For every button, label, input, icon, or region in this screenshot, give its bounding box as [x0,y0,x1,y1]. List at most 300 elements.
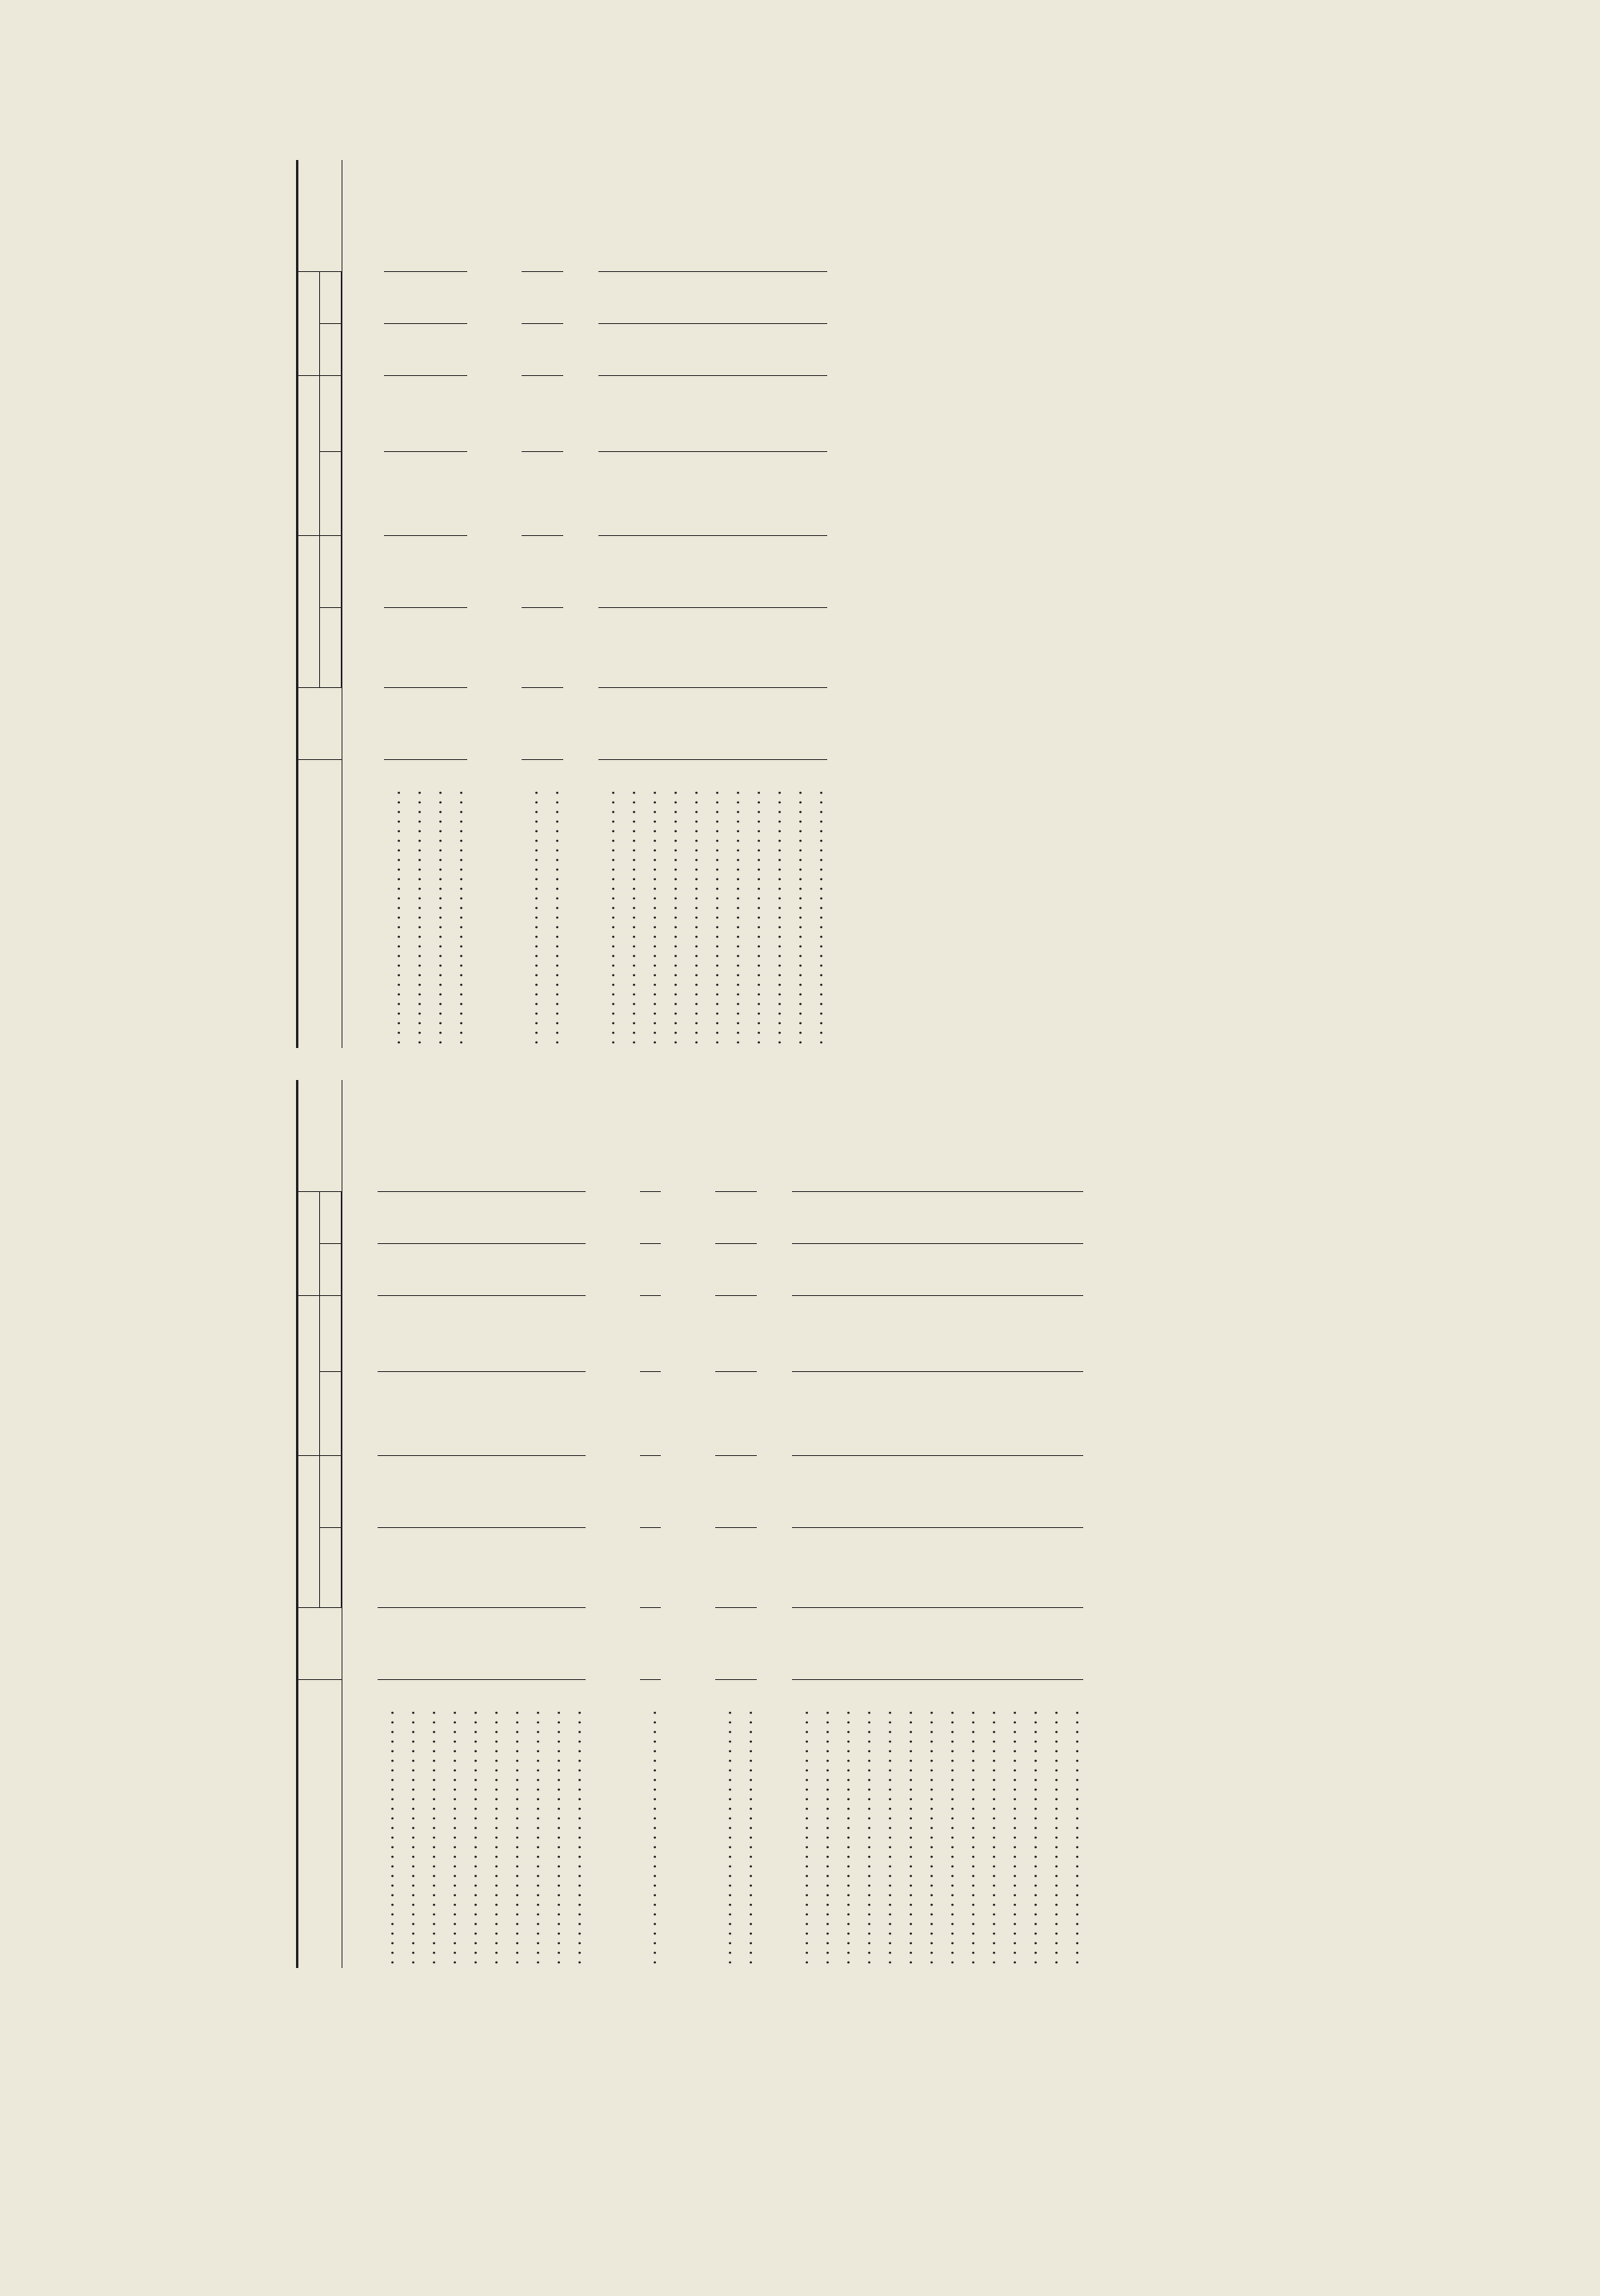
seehoehe-cell [378,1608,398,1680]
col-andauer [298,272,320,376]
seehoehe-cell [1062,1608,1083,1680]
beginn-5-cell [640,608,661,688]
col-seehoehe [298,1608,342,1680]
mittel-cell [715,1080,736,1192]
andauer-10-cell [723,272,744,324]
spacer-row [467,160,480,1048]
beginn-5-cell [619,608,640,688]
seehoehe-cell [813,1608,834,1680]
andauer-5-cell [523,1244,544,1296]
andauer-5-cell [419,1244,440,1296]
seehoehe-cell [979,1608,1000,1680]
seehoehe-cell [502,1608,523,1680]
seehoehe-cell [786,688,806,760]
andauer-5-cell [384,324,405,376]
station-name [979,1680,1000,1968]
ende-5-cell [896,1296,917,1372]
col-mittel [298,1080,342,1192]
andauer-5-cell [440,1244,461,1296]
ende-10-cell [702,452,723,536]
andauer-5-cell [792,1244,813,1296]
mittel-cell [1000,1080,1021,1192]
section-heading-row [598,1080,619,1968]
station-name [522,760,542,1048]
mittel-cell [875,1080,896,1192]
ende-10-cell [938,1372,958,1456]
beginn-10-cell [502,1456,523,1528]
andauer-5-cell [979,1244,1000,1296]
section-heading [563,160,598,1048]
andauer-5-cell [544,1244,565,1296]
table-row [682,160,702,1048]
col-beginn-10 [320,1456,342,1528]
col-ende-10 [320,452,342,536]
beginn-10-cell [565,1456,586,1528]
ende-5-cell [786,376,806,452]
ende-5-cell [544,1296,565,1372]
mittel-cell [979,1080,1000,1192]
table-row [854,1080,875,1968]
ende-5-cell [979,1296,1000,1372]
beginn-5-cell [765,608,786,688]
beginn-5-cell [461,1528,482,1608]
col-beginn [298,1456,320,1608]
ende-5-cell [736,1296,757,1372]
station-name [1021,1680,1042,1968]
andauer-10-cell [958,1192,979,1244]
ende-5-cell [640,376,661,452]
ende-5-cell [565,1296,586,1372]
andauer-5-cell [426,324,446,376]
section-heading-row [619,1080,640,1968]
ende-5-cell [378,1296,398,1372]
mittel-cell [702,160,723,272]
ende-5-cell [834,1296,854,1372]
right-table [296,160,1360,1048]
seehoehe-cell [522,688,542,760]
table-row [544,1080,565,1968]
beginn-5-cell [378,1528,398,1608]
section-heading [363,160,384,1048]
station-name [426,760,446,1048]
ende-5-cell [917,1296,938,1372]
ende-10-cell [1000,1372,1021,1456]
andauer-5-cell [1000,1244,1021,1296]
andauer-10-cell [979,1192,1000,1244]
seehoehe-cell [619,688,640,760]
station-name [723,760,744,1048]
station-name [661,760,682,1048]
mittel-cell [405,160,426,272]
ende-5-cell [440,1296,461,1372]
table-row [405,160,426,1048]
mittel-cell [1042,1080,1062,1192]
empty-cell [806,608,827,688]
beginn-5-cell [958,1528,979,1608]
station-name [619,760,640,1048]
andauer-5-cell [765,324,786,376]
beginn-5-cell [917,1528,938,1608]
andauer-5-cell [744,324,765,376]
beginn-10-cell [786,536,806,608]
spacer-cell [661,1080,674,1968]
section-heading [480,160,501,1048]
andauer-5-cell [398,1244,419,1296]
climate-table-right [296,160,827,1048]
table-row [384,160,405,1048]
table-row [542,160,563,1048]
andauer-5-cell [715,1244,736,1296]
andauer-5-cell [598,324,619,376]
ende-5-cell [813,1296,834,1372]
seehoehe-cell [440,1608,461,1680]
beginn-5-cell [398,1528,419,1608]
ende-5-cell [1062,1296,1083,1372]
andauer-10-cell [813,1192,834,1244]
beginn-10-cell [446,536,467,608]
beginn-5-cell [813,1528,834,1608]
andauer-5-cell [619,324,640,376]
station-name [378,1680,398,1968]
mittel-cell [640,1080,661,1192]
ende-5-cell [854,1296,875,1372]
andauer-10-cell [744,272,765,324]
seehoehe-cell [702,688,723,760]
beginn-10-cell [661,536,682,608]
andauer-10-cell [598,272,619,324]
section-heading [694,1080,715,1968]
ende-10-cell [765,452,786,536]
beginn-10-cell [715,1456,736,1528]
ende-10-cell [640,1372,661,1456]
mittel-cell [544,1080,565,1192]
seehoehe-cell [405,688,426,760]
beginn-5-cell [979,1528,1000,1608]
seehoehe-cell [723,688,744,760]
ende-5-cell [523,1296,544,1372]
col-mittel [298,160,342,272]
station-name [446,760,467,1048]
ende-10-cell [384,452,405,536]
seehoehe-cell [1042,1608,1062,1680]
seehoehe-cell [384,688,405,760]
andauer-10-cell [896,1192,917,1244]
beginn-5-cell [661,608,682,688]
ende-10-cell [736,1372,757,1456]
andauer-5-cell [786,324,806,376]
section-heading-row [342,1080,378,1968]
seehoehe-cell [1021,1608,1042,1680]
beginn-5-cell [565,1528,586,1608]
andauer-10-cell [523,1192,544,1244]
beginn-10-cell [544,1456,565,1528]
beginn-10-cell [378,1456,398,1528]
andauer-10-cell [765,272,786,324]
andauer-10-cell [640,272,661,324]
beginn-5-cell [405,608,426,688]
mittel-cell [384,160,405,272]
seehoehe-cell [896,1608,917,1680]
beginn-5-cell [938,1528,958,1608]
ende-10-cell [1021,1372,1042,1456]
beginn-5-cell [384,608,405,688]
mittel-cell [813,1080,834,1192]
ende-5-cell [640,1296,661,1372]
table-row [1021,1080,1042,1968]
beginn-10-cell [461,1456,482,1528]
station-name [544,1680,565,1968]
col-ende-5 [320,1296,342,1372]
mittel-cell [917,1080,938,1192]
andauer-5-cell [522,324,542,376]
ende-10-cell [523,1372,544,1456]
station-name [938,1680,958,1968]
mittel-cell [834,1080,854,1192]
andauer-5-cell [1062,1244,1083,1296]
mittel-cell [619,160,640,272]
empty-cell [806,536,827,608]
beginn-5-cell [1021,1528,1042,1608]
ende-5-cell [502,1296,523,1372]
ende-10-cell [378,1372,398,1456]
ende-5-cell [938,1296,958,1372]
beginn-10-cell [896,1456,917,1528]
section-heading [619,1080,640,1968]
beginn-10-cell [398,1456,419,1528]
col-beginn-5 [320,1528,342,1608]
ende-5-cell [398,1296,419,1372]
seehoehe-cell [1000,1608,1021,1680]
ende-10-cell [440,1372,461,1456]
beginn-5-cell [598,608,619,688]
mittel-cell [1062,1080,1083,1192]
andauer-10-cell [715,1192,736,1244]
col-ende [298,376,320,536]
station-name [1062,1680,1083,1968]
section-heading [674,1080,694,1968]
beginn-10-cell [875,1456,896,1528]
andauer-5-cell [1042,1244,1062,1296]
andauer-10-cell [640,1192,661,1244]
andauer-10-cell [440,1192,461,1244]
station-name [640,760,661,1048]
ende-5-cell [405,376,426,452]
seehoehe-cell [682,688,702,760]
andauer-5-cell [565,1244,586,1296]
andauer-5-cell [723,324,744,376]
table-row [461,1080,482,1968]
mittel-cell [854,1080,875,1192]
ende-5-cell [792,1296,813,1372]
andauer-5-cell [446,324,467,376]
ende-5-cell [542,376,563,452]
section-heading [757,1080,792,1968]
andauer-10-cell [702,272,723,324]
station-name [702,760,723,1048]
section-heading [342,1080,378,1968]
table-row [565,1080,586,1968]
station-name [715,1680,736,1968]
ende-5-cell [482,1296,502,1372]
table-row [378,1080,398,1968]
ende-5-cell [715,1296,736,1372]
mittel-cell [522,160,542,272]
section-heading-row [363,160,384,1048]
table-row [875,1080,896,1968]
station-name [398,1680,419,1968]
beginn-10-cell [640,536,661,608]
andauer-5-cell [958,1244,979,1296]
beginn-5-cell [446,608,467,688]
col-andauer [298,1192,320,1296]
andauer-5-cell [917,1244,938,1296]
andauer-5-cell [378,1244,398,1296]
seehoehe-cell [565,1608,586,1680]
andauer-10-cell [482,1192,502,1244]
seehoehe-cell [792,1608,813,1680]
andauer-10-cell [938,1192,958,1244]
table-row [661,160,682,1048]
mittel-cell [565,1080,586,1192]
station-name [502,1680,523,1968]
section-heading-row [480,160,501,1048]
andauer-5-cell [461,1244,482,1296]
andauer-10-cell [854,1192,875,1244]
seehoehe-cell [640,1608,661,1680]
table-row [482,1080,502,1968]
table-row [715,1080,736,1968]
station-name [813,1680,834,1968]
andauer-10-cell [661,272,682,324]
beginn-10-cell [522,536,542,608]
andauer-10-cell [736,1192,757,1244]
beginn-10-cell [1000,1456,1021,1528]
mittel-cell [523,1080,544,1192]
ende-10-cell [446,452,467,536]
beginn-5-cell [834,1528,854,1608]
section-heading-row [563,160,598,1048]
mittel-cell [419,1080,440,1192]
station-name [640,1680,661,1968]
ende-5-cell [744,376,765,452]
ende-10-cell [1042,1372,1062,1456]
rotated-table-block [152,160,1376,1968]
beginn-5-cell [482,1528,502,1608]
ende-5-cell [875,1296,896,1372]
mittel-cell [440,1080,461,1192]
section-heading-row [501,160,522,1048]
left-table [296,1080,1360,1968]
table-row [938,1080,958,1968]
table-row [440,1080,461,1968]
station-name [384,760,405,1048]
ende-10-cell [896,1372,917,1456]
beginn-5-cell [640,1528,661,1608]
col-seehoehe [298,688,342,760]
table-row [398,1080,419,1968]
andauer-10-cell [542,272,563,324]
beginn-10-cell [917,1456,938,1528]
beginn-10-cell [834,1456,854,1528]
ende-5-cell [598,376,619,452]
andauer-5-cell [661,324,682,376]
mittel-cell [1021,1080,1042,1192]
mittel-cell [482,1080,502,1192]
beginn-10-cell [723,536,744,608]
seehoehe-cell [958,1608,979,1680]
spacer-row [661,1080,674,1968]
mittel-cell [682,160,702,272]
beginn-5-cell [1000,1528,1021,1608]
andauer-5-cell [640,324,661,376]
station-name [834,1680,854,1968]
station-name [682,760,702,1048]
ende-5-cell [958,1296,979,1372]
beginn-10-cell [426,536,446,608]
mittel-cell [744,160,765,272]
beginn-5-cell [786,608,806,688]
station-name [854,1680,875,1968]
table-row [1062,1080,1083,1968]
mittel-cell [598,160,619,272]
table-row [786,160,806,1048]
seehoehe-cell [765,688,786,760]
andauer-10-cell [446,272,467,324]
mittel-cell [792,1080,813,1192]
table-row [792,1080,813,1968]
ende-10-cell [715,1372,736,1456]
ende-10-cell [1062,1372,1083,1456]
mittel-cell [765,160,786,272]
empty-cell [806,272,827,324]
beginn-10-cell [482,1456,502,1528]
andauer-5-cell [813,1244,834,1296]
ende-10-cell [522,452,542,536]
ende-5-cell [702,376,723,452]
beginn-10-cell [702,536,723,608]
ende-10-cell [419,1372,440,1456]
ende-5-cell [661,376,682,452]
andauer-5-cell [1021,1244,1042,1296]
beginn-5-cell [419,1528,440,1608]
col-andauer-5 [320,324,342,376]
col-station [298,1680,342,1968]
empty-cell [806,160,827,272]
beginn-10-cell [542,536,563,608]
andauer-10-cell [917,1192,938,1244]
table-row [979,1080,1000,1968]
andauer-10-cell [461,1192,482,1244]
mittel-cell [786,160,806,272]
station-name [598,760,619,1048]
ende-10-cell [723,452,744,536]
beginn-10-cell [640,1456,661,1528]
station-name [792,1680,813,1968]
seehoehe-cell [544,1608,565,1680]
seehoehe-cell [419,1608,440,1680]
table-row [1042,1080,1062,1968]
ende-5-cell [446,376,467,452]
ende-10-cell [813,1372,834,1456]
ende-10-cell [854,1372,875,1456]
section-heading [501,160,522,1048]
andauer-10-cell [419,1192,440,1244]
table-row [446,160,467,1048]
ende-5-cell [461,1296,482,1372]
beginn-5-cell [744,608,765,688]
station-name [958,1680,979,1968]
col-andauer-10 [320,1192,342,1244]
